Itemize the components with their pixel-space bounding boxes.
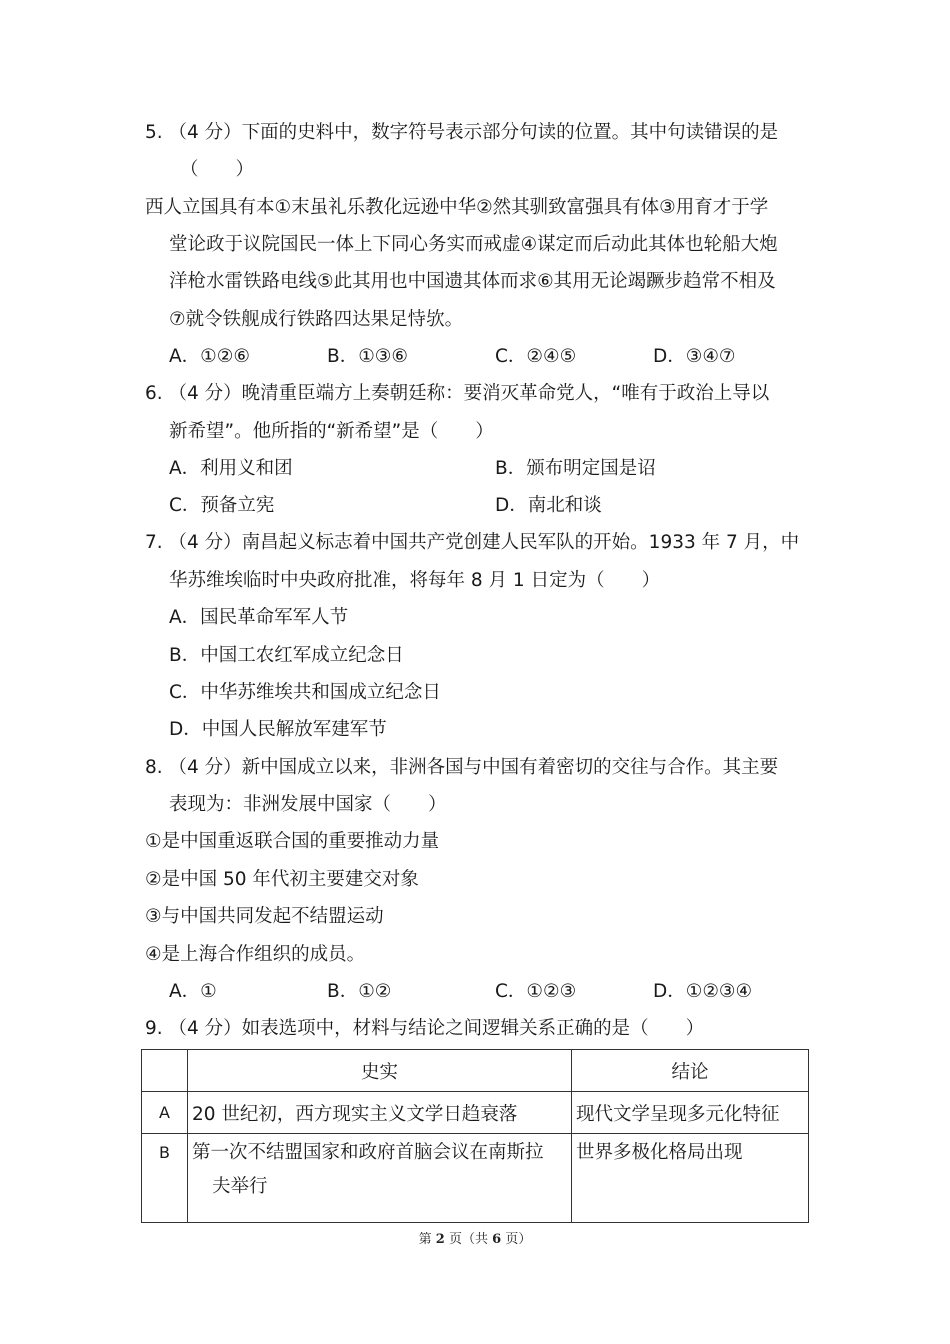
q7-option-d[interactable]: D．中国人民解放军建军节 — [169, 719, 387, 740]
page-footer — [0, 1228, 950, 1247]
q6-stem-cont: 新希望”。他所指的“新希望”是（ ） — [169, 421, 494, 442]
q5-material-line: 西人立国具有本①末虽礼乐教化远逊中华②然其驯致富强具有体③用育才于学 — [145, 197, 769, 218]
table-row — [142, 1134, 809, 1223]
table-header-cell — [142, 1050, 188, 1092]
q5-option-a[interactable]: A．①②⑥ — [169, 346, 250, 367]
table-header-row — [142, 1050, 809, 1092]
q8-option-b[interactable]: B．①② — [327, 981, 392, 1002]
table-row — [142, 1092, 809, 1134]
q6-stem: 6. （4 分）晚清重臣端方上奏朝廷称：要消灭革命党人，“唯有于政治上导以 — [145, 383, 770, 404]
footer-pre: 第 — [418, 1232, 432, 1247]
fact-text-cont: 夫举行 — [212, 1176, 268, 1197]
q5-answer-blank: （ ） — [180, 159, 255, 180]
q5-stem: 5. （4 分）下面的史料中，数字符号表示部分句读的位置。其中句读错误的是 — [145, 122, 779, 143]
q6-option-a[interactable]: A．利用义和团 — [169, 458, 293, 479]
table-header-cell: 史实 — [188, 1050, 572, 1092]
q8-option-a[interactable]: A．① — [169, 981, 217, 1002]
conclusion-cell — [572, 1092, 809, 1134]
q9-stem: 9. （4 分）如表选项中，材料与结论之间逻辑关系正确的是（ ） — [145, 1018, 705, 1039]
table-header-cell: 结论 — [572, 1050, 809, 1092]
row-label: B — [142, 1134, 188, 1223]
q7-option-b[interactable]: B．中国工农红军成立纪念日 — [169, 645, 404, 666]
row-label: A — [142, 1092, 188, 1134]
q8-stem: 8. （4 分）新中国成立以来，非洲各国与中国有着密切的交往与合作。其主要 — [145, 757, 779, 778]
q5-option-d[interactable]: D．③④⑦ — [653, 346, 736, 367]
footer-page-number: 2 — [435, 1232, 445, 1247]
q5-material-line: 洋枪水雷铁路电线⑤此其用也中国遗其体而求⑥其用无论竭蹶步趋常不相及 — [169, 271, 776, 292]
fact-text: 20 世纪初，西方现实主义文学日趋衰落 — [192, 1103, 518, 1125]
q7-option-a[interactable]: A．国民革命军军人节 — [169, 607, 349, 628]
conclusion-text: 现代文学呈现多元化特征 — [576, 1103, 780, 1125]
q8-item: ①是中国重返联合国的重要推动力量 — [145, 831, 440, 852]
fact-cell — [188, 1092, 572, 1134]
q6-option-d[interactable]: D．南北和谈 — [495, 495, 602, 516]
footer-total-pages: 6 — [492, 1232, 502, 1247]
q6-option-b[interactable]: B．颁布明定国是诏 — [495, 458, 656, 479]
q5-option-b[interactable]: B．①③⑥ — [327, 346, 408, 367]
footer-post: 页） — [505, 1232, 532, 1247]
q9-table — [141, 1049, 809, 1223]
footer-mid: 页（共 — [448, 1232, 488, 1247]
q8-stem-cont: 表现为：非洲发展中国家（ ） — [169, 794, 447, 815]
q5-option-c[interactable]: C．②④⑤ — [495, 346, 577, 367]
q5-material-line: 堂论政于议院国民一体上下同心务实而戒虚④谋定而后动此其体也轮船大炮 — [169, 234, 778, 255]
conclusion-text: 世界多极化格局出现 — [576, 1142, 743, 1163]
conclusion-cell — [572, 1134, 809, 1223]
fact-text: 第一次不结盟国家和政府首脑会议在南斯拉 — [192, 1142, 544, 1163]
q6-option-c[interactable]: C．预备立宪 — [169, 495, 275, 516]
q8-item: ④是上海合作组织的成员。 — [145, 944, 366, 965]
q8-option-d[interactable]: D．①②③④ — [653, 981, 753, 1002]
q5-material-line: ⑦就令铁舰成行铁路四达果足恃欤。 — [169, 309, 464, 330]
q7-option-c[interactable]: C．中华苏维埃共和国成立纪念日 — [169, 682, 441, 703]
q8-item: ③与中国共同发起不结盟运动 — [145, 906, 384, 927]
q8-item: ②是中国 50 年代初主要建交对象 — [145, 869, 419, 890]
fact-cell — [188, 1134, 572, 1223]
q8-option-c[interactable]: C．①②③ — [495, 981, 577, 1002]
q7-stem: 7. （4 分）南昌起义标志着中国共产党创建人民军队的开始。1933 年 7 月，中 — [145, 532, 800, 553]
q7-stem-cont: 华苏维埃临时中央政府批准，将每年 8 月 1 日定为（ ） — [169, 570, 661, 591]
